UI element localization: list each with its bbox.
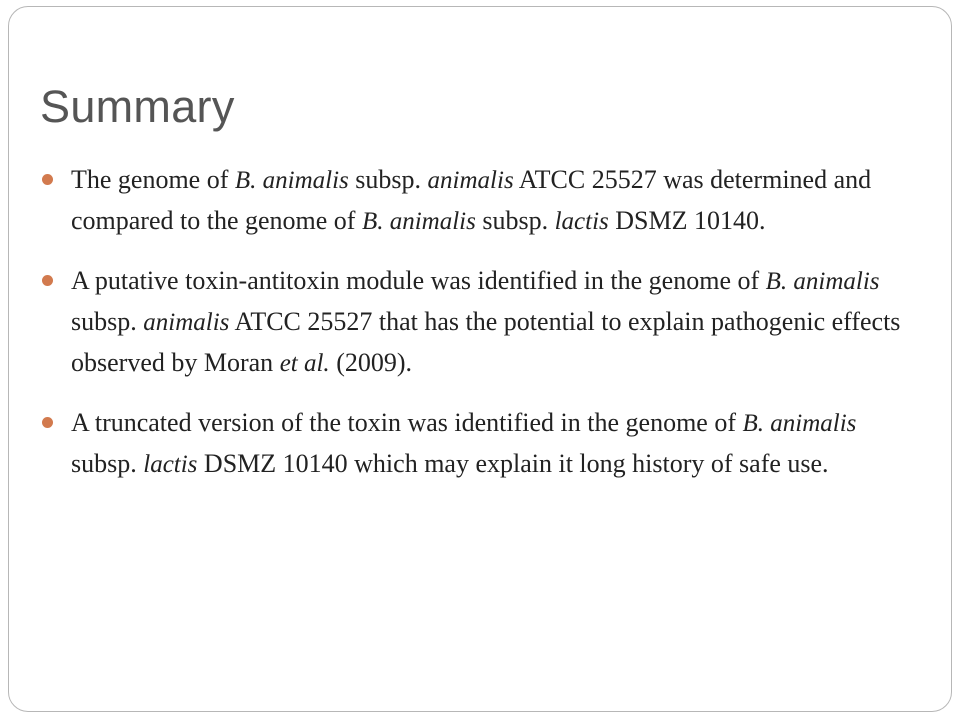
bullet-item <box>38 403 918 485</box>
bullet-dot-icon <box>42 174 53 185</box>
bullet-segment: ATCC 25527 was determined and compared to the genome of <box>71 165 872 235</box>
bullet-segment: A putative toxin-antitoxin module was identified in the genome of <box>71 266 766 295</box>
bullet-segment: DSMZ 10140. <box>608 206 766 235</box>
bullet-segment-italic: B. animalis <box>765 268 880 295</box>
bullet-segment: A truncated version of the toxin was identified in the genome of <box>71 408 743 437</box>
bullet-dot-icon <box>42 275 53 286</box>
bullet-segment-italic: B. animalis <box>742 410 857 437</box>
bullet-segment-italic: lactis <box>554 208 609 235</box>
bullet-segment: DSMZ 10140 which may explain it long history of safe use. <box>197 449 829 478</box>
bullet-segment: subsp. <box>71 449 144 478</box>
bullet-item <box>38 261 918 384</box>
bullet-item <box>38 160 918 242</box>
bullet-segment-italic: B. animalis <box>361 208 476 235</box>
bullet-segment: The genome of <box>71 165 235 194</box>
bullet-segment: (2009). <box>329 348 413 377</box>
bullet-segment: subsp. <box>71 307 144 336</box>
bullet-segment-italic: et al. <box>279 350 330 377</box>
bullet-segment-italic: B. animalis <box>234 167 349 194</box>
bullet-segment: subsp. <box>475 206 555 235</box>
bullet-segment: subsp. <box>348 165 428 194</box>
bullet-list <box>38 160 918 504</box>
bullet-segment-italic: animalis <box>427 167 514 194</box>
slide-title: Summary <box>40 81 235 132</box>
bullet-segment: ATCC 25527 that has the potential to explain pathogenic effects observed by Moran <box>71 307 901 377</box>
bullet-segment-italic: lactis <box>143 451 198 478</box>
bullet-dot-icon <box>42 417 53 428</box>
bullet-segment-italic: animalis <box>143 309 230 336</box>
